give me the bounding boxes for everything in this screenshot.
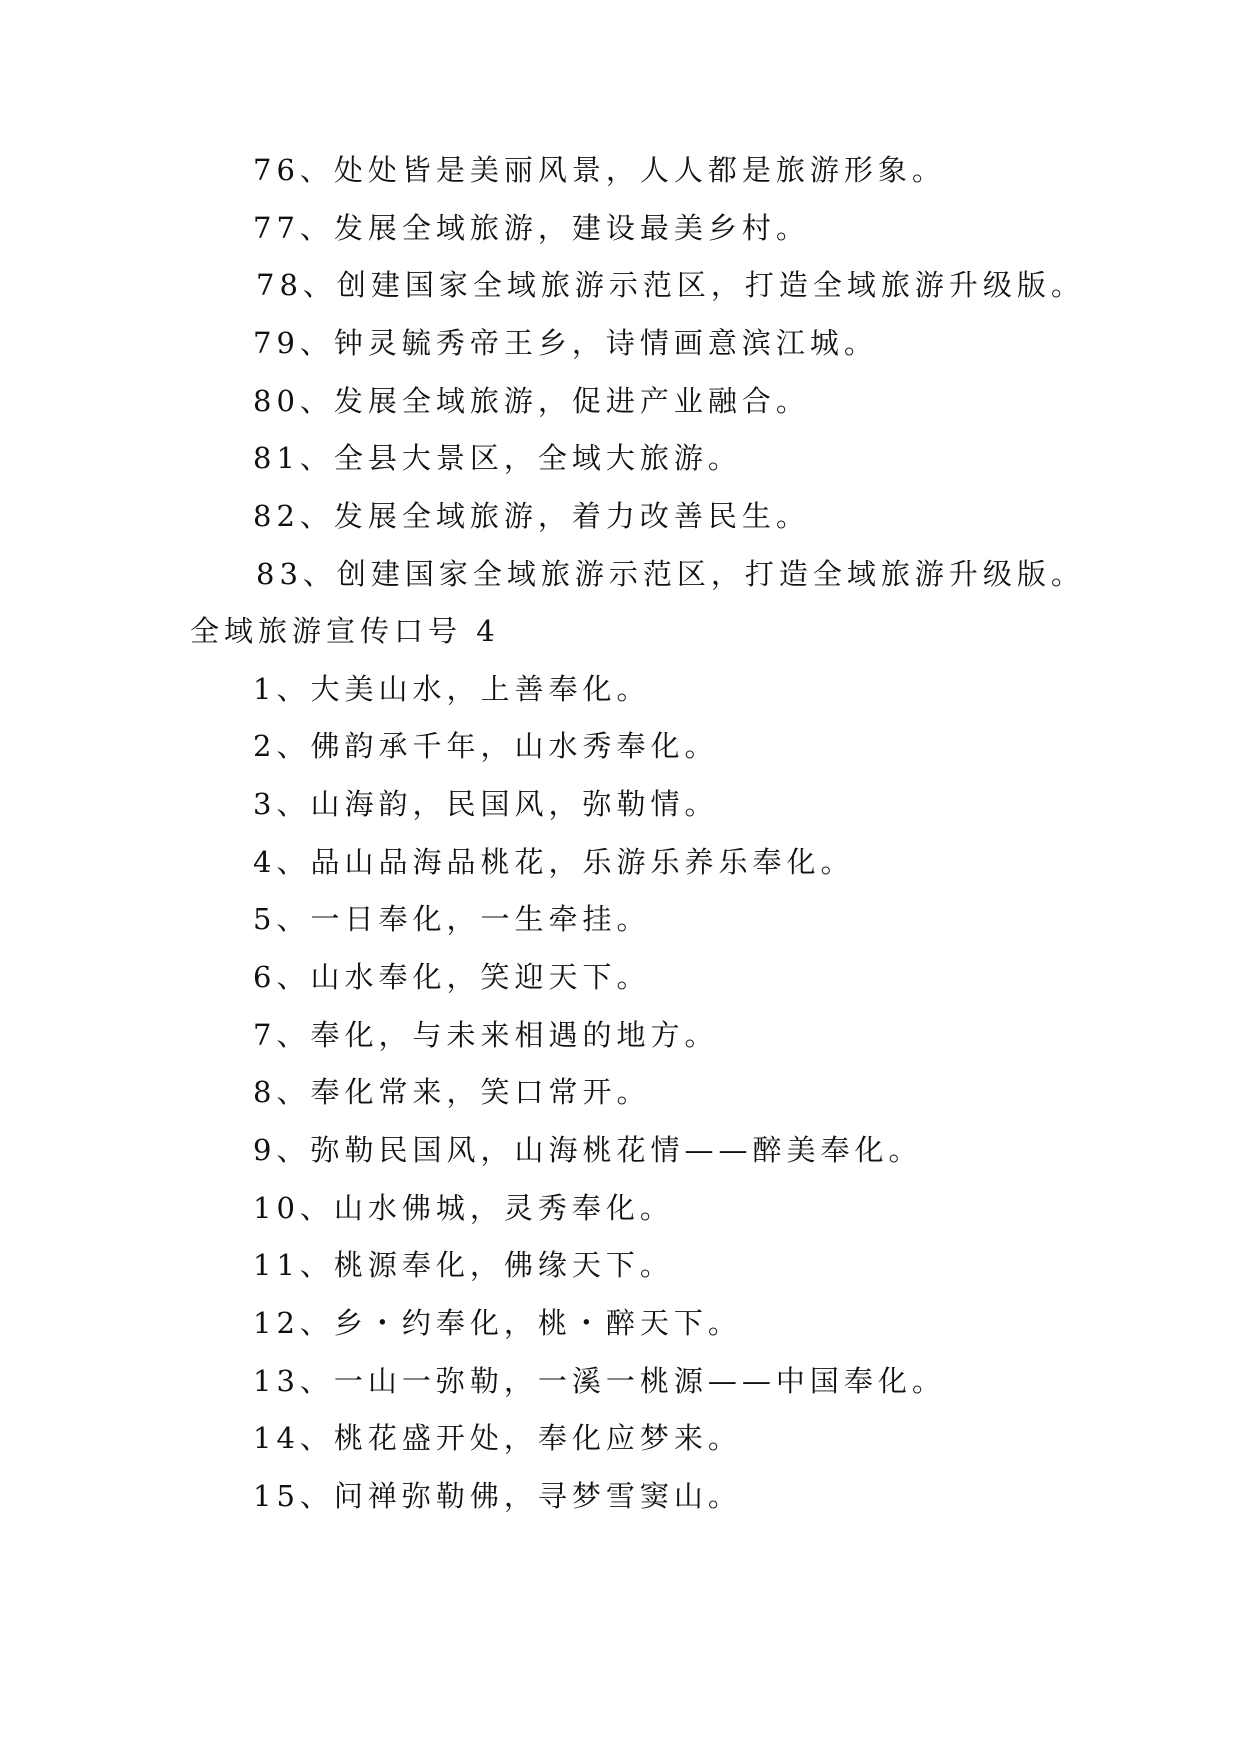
list-item: 8、奉化常来，笑口常开。 (253, 1075, 651, 1109)
list-item: 78、创建国家全域旅游示范区，打造全域旅游升级版。 (256, 268, 1085, 302)
list-item: 80、发展全域旅游，促进产业融合。 (253, 384, 810, 418)
list-item: 3、山海韵，民国风，弥勒情。 (253, 787, 719, 821)
list-item: 15、问禅弥勒佛，寻梦雪窦山。 (253, 1479, 742, 1513)
list-item: 13、一山一弥勒，一溪一桃源——中国奉化。 (253, 1364, 946, 1398)
list-item: 79、钟灵毓秀帝王乡，诗情画意滨江城。 (253, 326, 878, 360)
list-item: 7、奉化，与未来相遇的地方。 (253, 1018, 719, 1052)
list-item: 9、弥勒民国风，山海桃花情——醉美奉化。 (253, 1133, 923, 1167)
list-item: 77、发展全域旅游，建设最美乡村。 (253, 211, 810, 245)
section-heading: 全域旅游宣传口号 4 (190, 614, 500, 648)
list-item: 76、处处皆是美丽风景，人人都是旅游形象。 (253, 153, 946, 187)
list-item: 82、发展全域旅游，着力改善民生。 (253, 499, 810, 533)
list-item: 11、桃源奉化，佛缘天下。 (253, 1248, 674, 1282)
list-item: 14、桃花盛开处，奉化应梦来。 (253, 1421, 742, 1455)
list-item: 12、乡・约奉化，桃・醉天下。 (253, 1306, 742, 1340)
list-item: 81、全县大景区，全域大旅游。 (253, 441, 742, 475)
list-item: 83、创建国家全域旅游示范区，打造全域旅游升级版。 (256, 557, 1085, 591)
list-item: 1、大美山水，上善奉化。 (253, 672, 651, 706)
list-item: 6、山水奉化，笑迎天下。 (253, 960, 651, 994)
list-item: 2、佛韵承千年，山水秀奉化。 (253, 729, 719, 763)
list-item: 10、山水佛城，灵秀奉化。 (253, 1191, 674, 1225)
list-item: 5、一日奉化，一生牵挂。 (253, 902, 651, 936)
list-item: 4、品山品海品桃花，乐游乐养乐奉化。 (253, 845, 855, 879)
